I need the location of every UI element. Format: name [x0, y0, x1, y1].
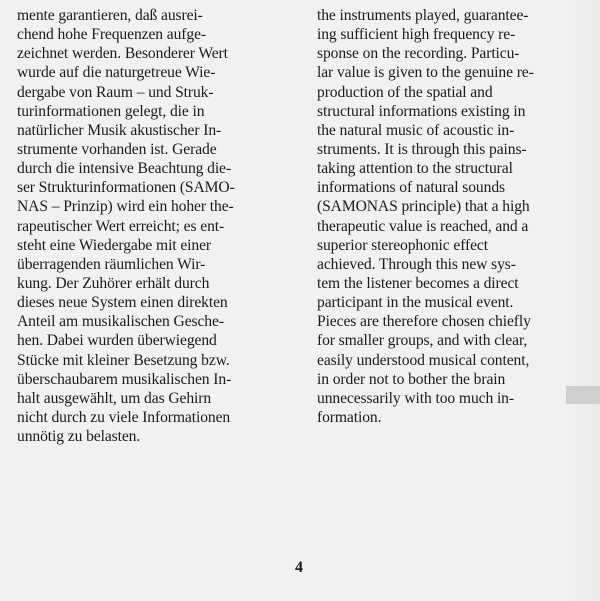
english-text-line: production of the spatial and: [317, 83, 493, 101]
english-text-line: easily understood musical content,: [317, 351, 530, 369]
german-text-line: Stücke mit kleiner Besetzung bzw.: [17, 351, 230, 369]
english-text-line: (SAMONAS principle) that a high: [317, 198, 530, 216]
german-text-line: natürlicher Musik akustischer In-: [17, 121, 222, 139]
german-text-line: unnötig zu belasten.: [17, 428, 141, 446]
english-text-line: sponse on the recording. Particu-: [317, 45, 520, 63]
german-text-line: nicht durch zu viele Informationen: [17, 408, 231, 426]
english-text-line: for smaller groups, and with clear,: [317, 332, 528, 350]
english-text-line: achieved. Through this new sys-: [317, 255, 516, 273]
english-text-line: lar value is given to the genuine re-: [317, 64, 534, 82]
english-text-line: the natural music of acoustic in-: [317, 121, 515, 139]
english-text-line: ing sufficient high frequency re-: [317, 26, 516, 44]
german-text-column: [17, 6, 235, 446]
german-text-line: Anteil am musikalischen Gesche-: [17, 313, 224, 331]
german-text-line: dieses neue System einen direkten: [17, 294, 228, 312]
german-text-line: rapeutischer Wert erreicht; es ent-: [17, 217, 225, 235]
english-text-line: formation.: [317, 408, 382, 426]
page-number: 4: [295, 559, 303, 576]
english-text-column: [317, 6, 534, 427]
german-text-line: chend hohe Frequenzen aufge-: [17, 26, 207, 44]
english-text-line: unnecessarily with too much in-: [317, 389, 514, 407]
english-text-line: participant in the musical event.: [317, 294, 514, 312]
english-text-line: informations of natural sounds: [317, 179, 505, 197]
german-text-line: strumente vorhanden ist. Gerade: [17, 140, 217, 158]
german-text-line: kung. Der Zuhörer erhält durch: [17, 274, 210, 292]
english-text-line: superior stereophonic effect: [317, 236, 488, 254]
german-text-line: dergabe von Raum – und Struk-: [17, 83, 214, 101]
english-text-line: Pieces are therefore chosen chiefly: [317, 313, 531, 331]
english-text-line: therapeutic value is reached, and a: [317, 217, 529, 235]
show-through-band: [566, 386, 600, 404]
german-text-line: mente garantieren, daß ausrei-: [17, 7, 203, 24]
english-text-line: tem the listener becomes a direct: [317, 274, 519, 292]
english-text-line: in order not to bother the brain: [317, 370, 506, 388]
german-text-line: halt ausgewählt, um das Gehirn: [17, 389, 212, 407]
english-text-line: structural informations existing in: [317, 102, 526, 120]
german-text-line: wurde auf die naturgetreue Wie-: [17, 64, 216, 82]
german-text-line: überschaubarem musikalischen In-: [17, 370, 232, 388]
german-text-line: hen. Dabei wurden überwiegend: [17, 332, 217, 350]
english-text-line: taking attention to the structural: [317, 160, 513, 178]
german-text-line: durch die intensive Beachtung die-: [17, 160, 231, 178]
english-text-line: the instruments played, guarantee-: [317, 7, 529, 24]
german-text-line: ser Strukturinformationen (SAMO-: [17, 179, 235, 197]
german-text-line: zeichnet werden. Besonderer Wert: [17, 45, 228, 63]
german-text-line: NAS – Prinzip) wird ein hoher the-: [17, 198, 234, 216]
german-text-line: steht eine Wiedergabe mit einer: [17, 236, 212, 254]
german-text-line: überragenden räumlichen Wir-: [17, 255, 206, 273]
german-text-line: turinformationen gelegt, die in: [17, 102, 205, 120]
english-text-line: struments. It is through this pains-: [317, 140, 527, 158]
edge-shadow: [570, 0, 600, 601]
